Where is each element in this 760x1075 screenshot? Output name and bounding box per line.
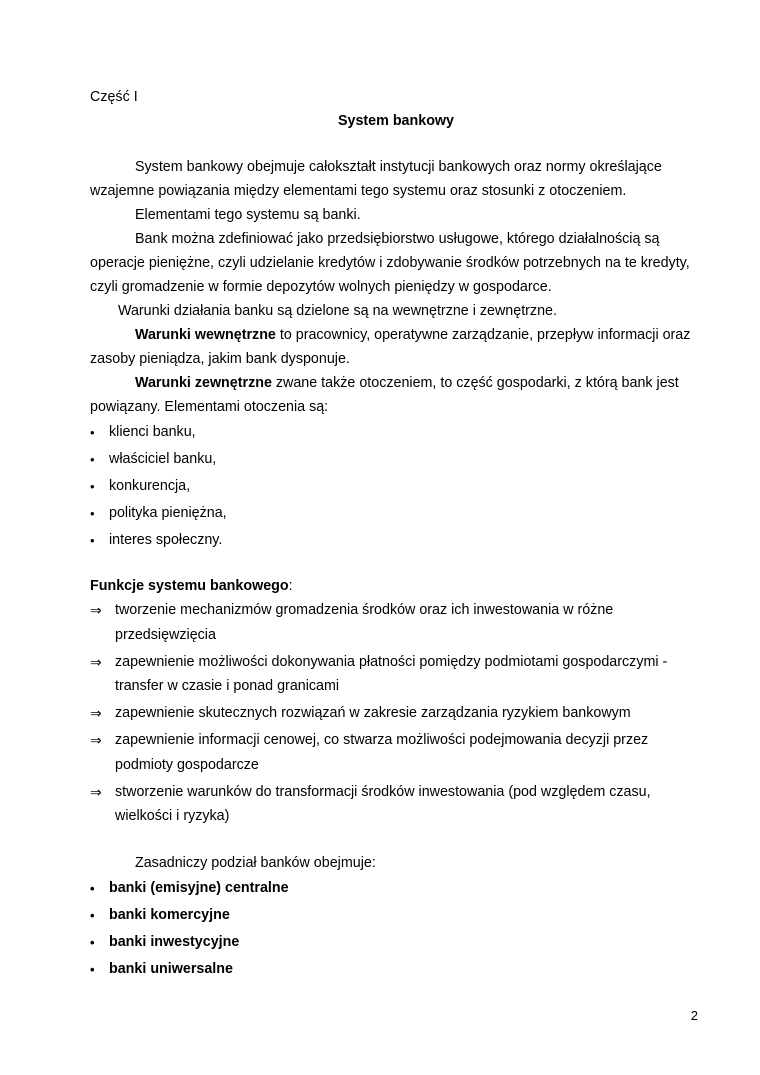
bullet-icon: • — [90, 908, 95, 923]
arrow-icon: ⇒ — [90, 705, 102, 721]
paragraph-elements: Elementami tego systemu są banki. — [135, 207, 361, 223]
list-item: • banki inwestycyjne — [90, 929, 702, 956]
paragraph-bank-definition: Bank można zdefiniować jako przedsiębiorstwo usługowe, którego działalnością są operacje pieniężne, czyli udzielanie kredytów i zdobywanie środków potrzebnych na te kredyty, czyli gromadzenie w formie depozytów wolnych pieniędzy w gospodarce. — [90, 231, 690, 295]
list-item: • polityka pieniężna, — [90, 500, 702, 527]
list-item: • banki komercyjne — [90, 902, 702, 929]
functions-list — [90, 598, 702, 829]
spacer — [90, 133, 702, 155]
arrow-icon: ⇒ — [90, 732, 102, 748]
arrow-icon: ⇒ — [90, 783, 102, 800]
list-item: ⇒ zapewnienie skutecznych rozwiązań w zakresie zarządzania ryzykiem bankowym — [90, 701, 702, 726]
list-item: ⇒ stworzenie warunków do transformacji środków inwestowania (pod względem czasu, wielkości i ryzyka) — [90, 780, 702, 829]
list-item: ⇒ tworzenie mechanizmów gromadzenia środków oraz ich inwestowania w różne przedsięwzięcia — [90, 598, 702, 647]
division-intro: Zasadniczy podział banków obejmuje: — [135, 855, 376, 871]
internal-conditions-text: to pracownicy, operatywne zarządzanie, przepływ informacji oraz zasoby pieniądza, jakim bank dysponuje. — [90, 327, 691, 367]
list-item: • konkurencja, — [90, 473, 702, 500]
bank-types-list — [90, 875, 702, 983]
bullet-icon: • — [90, 425, 95, 440]
page-title: System bankowy — [337, 113, 454, 129]
list-item: • interes społeczny. — [90, 527, 702, 554]
arrow-icon: ⇒ — [90, 602, 102, 618]
functions-heading: Funkcje systemu bankowego: — [90, 578, 293, 594]
paragraph-internal-conditions — [90, 323, 702, 371]
paragraph-definition: System bankowy obejmuje całokształt instytucji bankowych oraz normy określające wzajemne powiązania między elementami tego systemu oraz stosunki z otoczeniem. — [90, 159, 662, 199]
list-item: • banki uniwersalne — [90, 956, 702, 983]
internal-conditions-term: Warunki wewnętrzne — [135, 327, 276, 343]
page-content — [90, 85, 702, 983]
arrow-icon: ⇒ — [90, 653, 102, 670]
external-conditions-term: Warunki zewnętrzne — [135, 375, 272, 391]
list-item: • właściciel banku, — [90, 446, 702, 473]
bullet-icon: • — [90, 533, 95, 548]
bullet-icon: • — [90, 935, 95, 950]
page-number: 2 — [690, 1008, 698, 1023]
paragraph-conditions: Warunki działania banku są dzielone są na wewnętrzne i zewnętrzne. — [118, 303, 557, 319]
spacer — [90, 554, 702, 574]
list-item: ⇒ zapewnienie informacji cenowej, co stwarza możliwości podejmowania decyzji przez podmioty gospodarcze — [90, 728, 702, 777]
paragraph-external-conditions — [90, 371, 702, 419]
part-label: Część I — [90, 89, 138, 105]
list-item: • klienci banku, — [90, 419, 702, 446]
list-item: ⇒ zapewnienie możliwości dokonywania płatności pomiędzy podmiotami gospodarczymi - transfer w czasie i ponad granicami — [90, 650, 702, 699]
bullet-icon: • — [90, 452, 95, 467]
bullet-icon: • — [90, 479, 95, 494]
spacer — [90, 831, 702, 851]
bullet-icon: • — [90, 506, 95, 521]
external-conditions-text: zwane także otoczeniem, to część gospodarki, z którą bank jest powiązany. Elementami otoczenia są: — [90, 375, 679, 415]
list-item: • banki (emisyjne) centralne — [90, 875, 702, 902]
environment-list — [90, 419, 702, 554]
bullet-icon: • — [90, 962, 95, 977]
bullet-icon: • — [90, 881, 95, 896]
